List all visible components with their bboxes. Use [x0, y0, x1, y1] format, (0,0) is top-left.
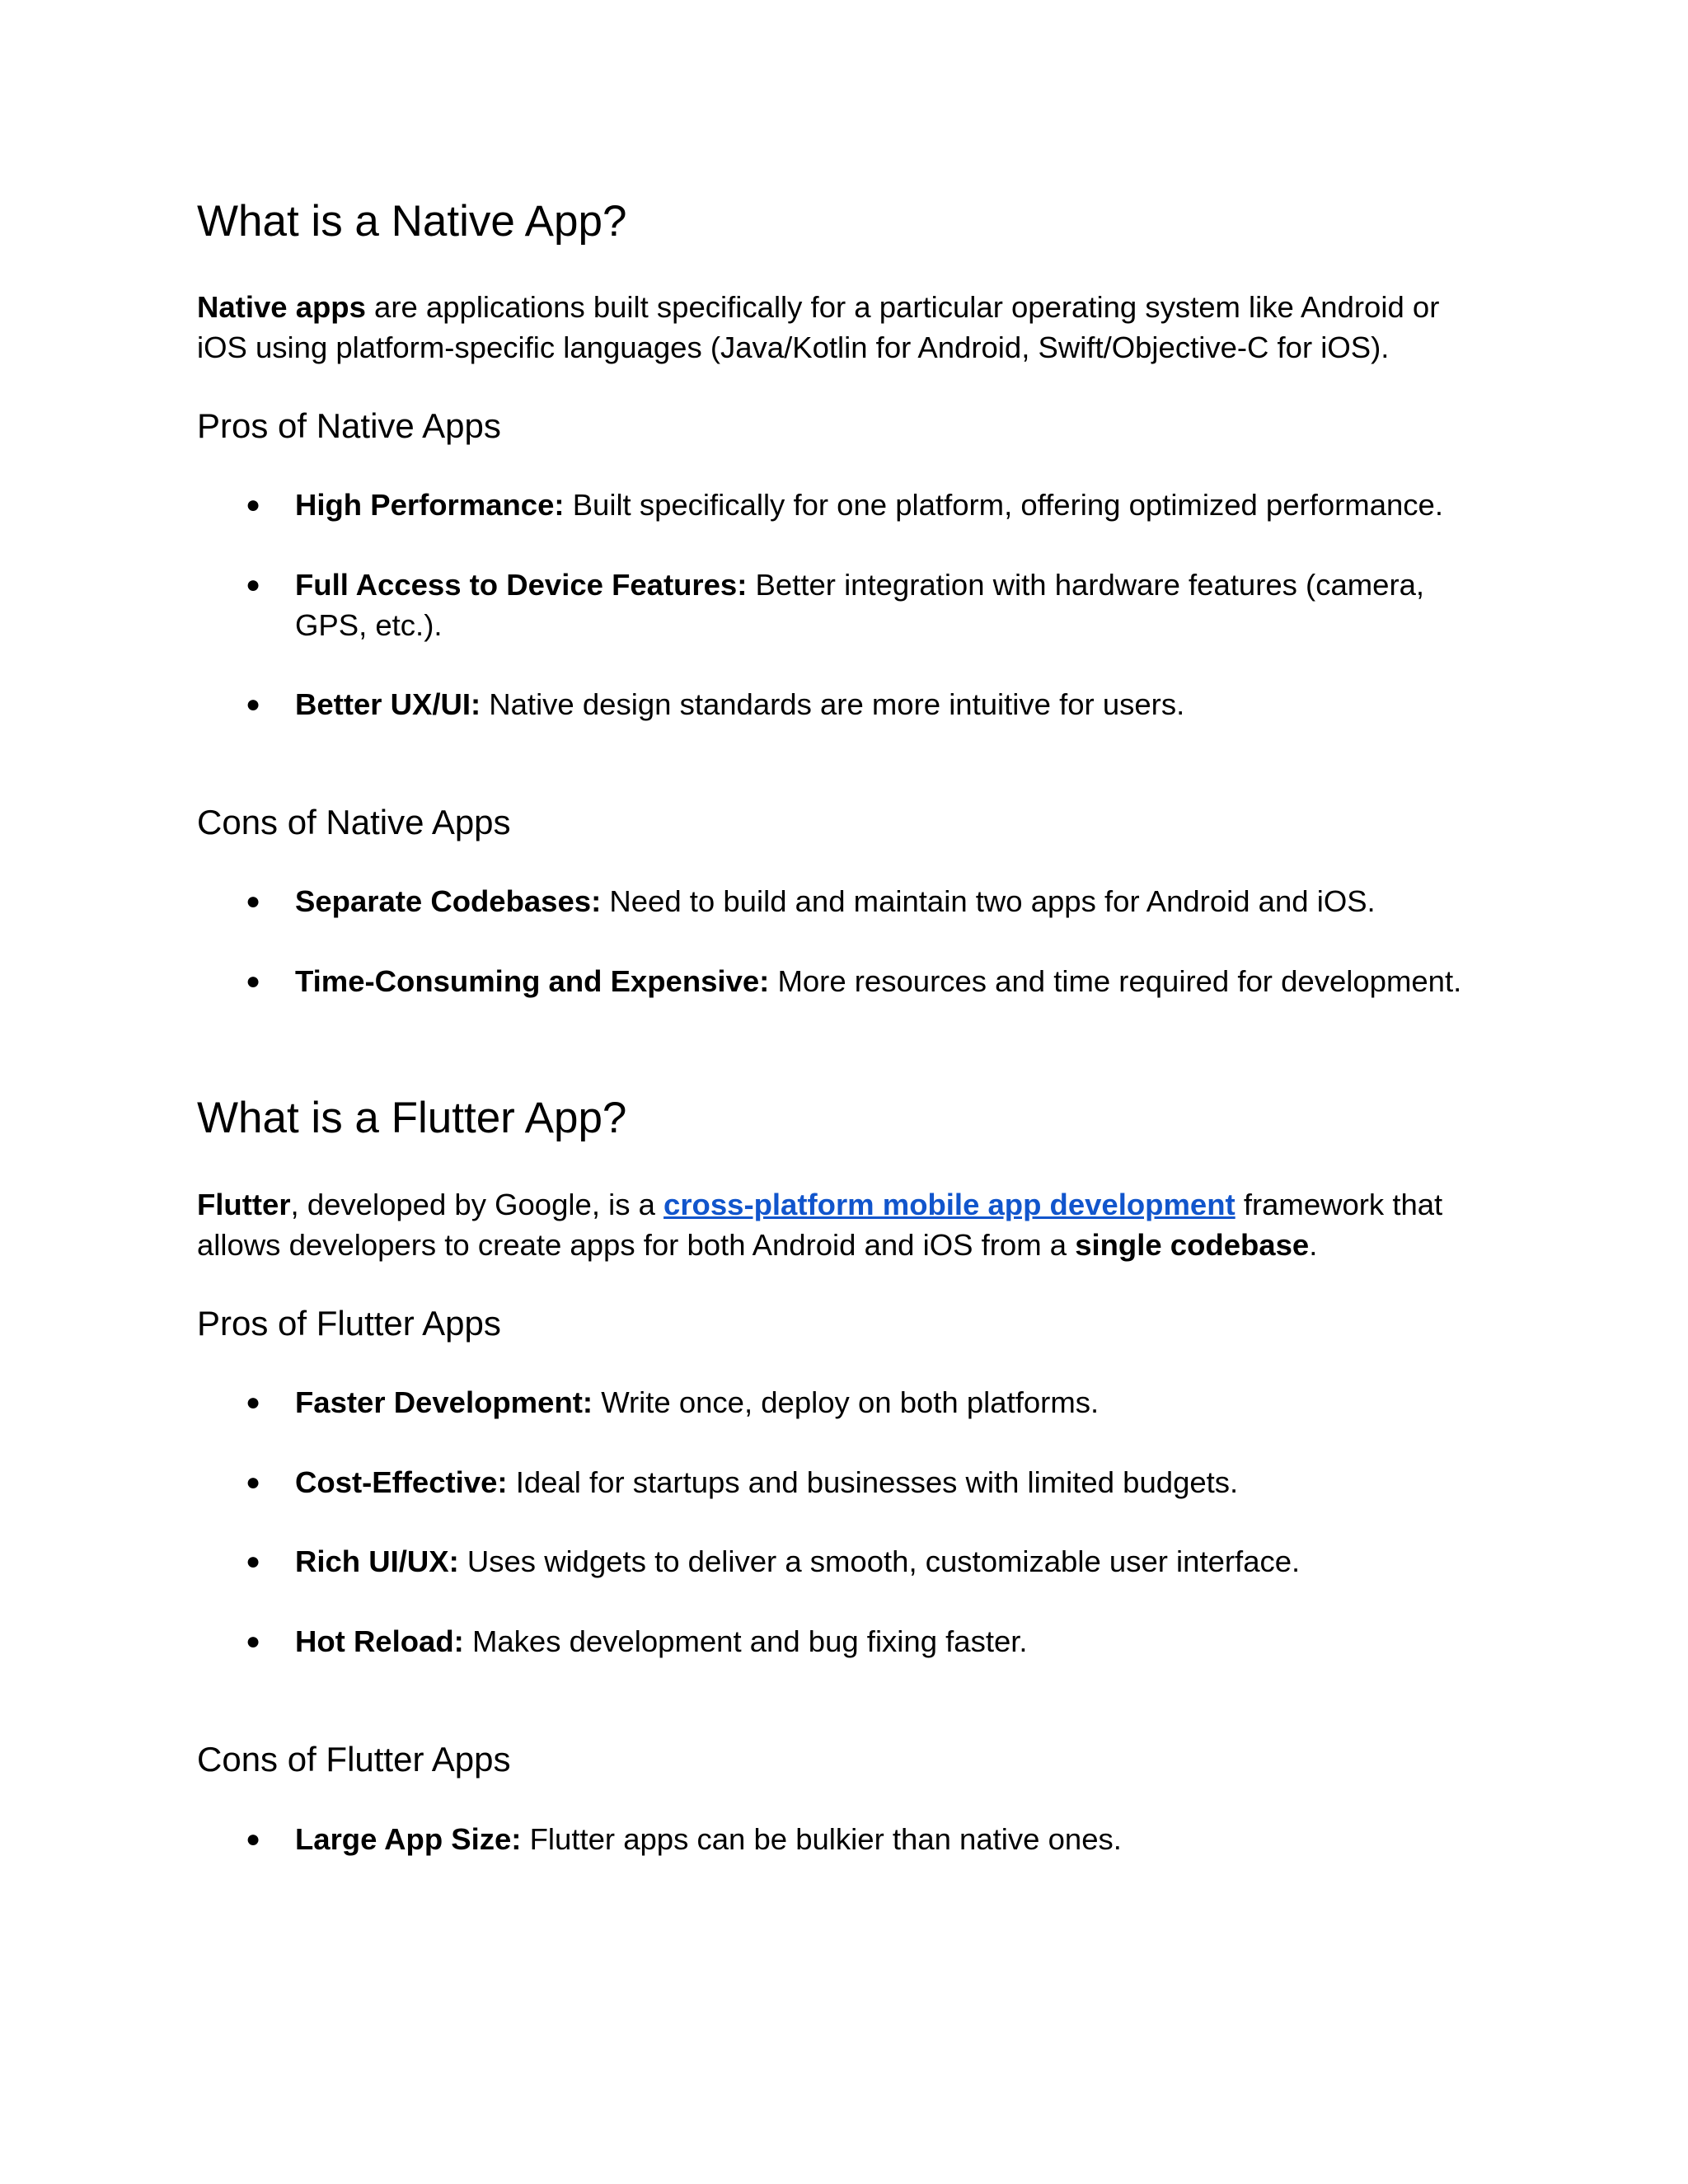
list-item-label: Time-Consuming and Expensive: — [295, 964, 770, 998]
list-item — [246, 485, 1491, 525]
flutter-intro-text-2: framework that allows developers to create apps for both Android and iOS from a — [197, 1188, 1443, 1262]
list-item-label: Cost-Effective: — [295, 1465, 508, 1499]
flutter-intro-end: . — [1309, 1228, 1318, 1262]
bullet-icon: ● — [246, 1628, 261, 1655]
list-item-text: Native design standards are more intuitive for users. — [481, 687, 1185, 721]
native-apps-bold: Native apps — [197, 290, 366, 324]
bullet-icon: ● — [246, 571, 261, 598]
list-item-label: High Performance: — [295, 488, 565, 522]
native-intro-paragraph — [197, 287, 1491, 368]
bullet-icon: ● — [246, 691, 261, 718]
list-item-text: Need to build and maintain two apps for Android and iOS. — [601, 884, 1376, 918]
list-item-label: Full Access to Device Features: — [295, 568, 748, 602]
list-item — [246, 1541, 1491, 1582]
list-item — [246, 1462, 1491, 1502]
flutter-app-heading: What is a Flutter App? — [197, 1094, 627, 1142]
list-item-text: Better integration with hardware features (camera, GPS, etc.). — [295, 568, 1425, 642]
flutter-cons-heading: Cons of Flutter Apps — [197, 1740, 511, 1779]
list-item-label: Faster Development: — [295, 1385, 593, 1419]
flutter-intro-text-1: , developed by Google, is a — [290, 1188, 664, 1221]
list-item-label: Better UX/UI: — [295, 687, 481, 721]
native-pros-heading: Pros of Native Apps — [197, 406, 501, 445]
single-codebase-bold: single codebase — [1075, 1228, 1310, 1262]
bullet-icon: ● — [246, 1469, 261, 1496]
bullet-icon: ● — [246, 968, 261, 995]
list-item — [246, 1621, 1491, 1661]
bullet-icon: ● — [246, 1825, 261, 1853]
list-item-label: Large App Size: — [295, 1822, 522, 1856]
list-item-text: Flutter apps can be bulkier than native ones. — [521, 1822, 1122, 1856]
list-item — [246, 565, 1491, 645]
list-item-text: More resources and time required for development. — [769, 964, 1462, 998]
native-intro-text: are applications built specifically for a particular operating system like Android or iOS using platform-specific languages (Java/Kotlin for Android, Swift/Objective-C for iOS). — [197, 290, 1440, 364]
list-item — [246, 1382, 1491, 1422]
list-item-text: Write once, deploy on both platforms. — [593, 1385, 1100, 1419]
native-app-heading: What is a Native App? — [197, 197, 627, 246]
list-item — [246, 961, 1491, 1001]
list-item — [246, 684, 1491, 724]
flutter-bold: Flutter — [197, 1188, 291, 1221]
bullet-icon: ● — [246, 491, 261, 518]
native-cons-heading: Cons of Native Apps — [197, 803, 511, 841]
list-item-label: Hot Reload: — [295, 1624, 464, 1658]
list-item-label: Separate Codebases: — [295, 884, 602, 918]
cross-platform-link[interactable]: cross-platform mobile app development — [663, 1188, 1236, 1221]
list-item-text: Uses widgets to deliver a smooth, customizable user interface. — [458, 1544, 1301, 1578]
flutter-pros-heading: Pros of Flutter Apps — [197, 1304, 501, 1343]
list-item-text: Ideal for startups and businesses with limited budgets. — [507, 1465, 1239, 1499]
list-item-text: Built specifically for one platform, offering optimized performance. — [564, 488, 1443, 522]
flutter-intro-paragraph — [197, 1184, 1491, 1265]
bullet-icon: ● — [246, 1389, 261, 1416]
list-item-label: Rich UI/UX: — [295, 1544, 459, 1578]
list-item — [246, 881, 1491, 921]
list-item-text: Makes development and bug fixing faster. — [463, 1624, 1028, 1658]
bullet-icon: ● — [246, 1548, 261, 1575]
bullet-icon: ● — [246, 888, 261, 915]
list-item — [246, 1819, 1491, 1859]
